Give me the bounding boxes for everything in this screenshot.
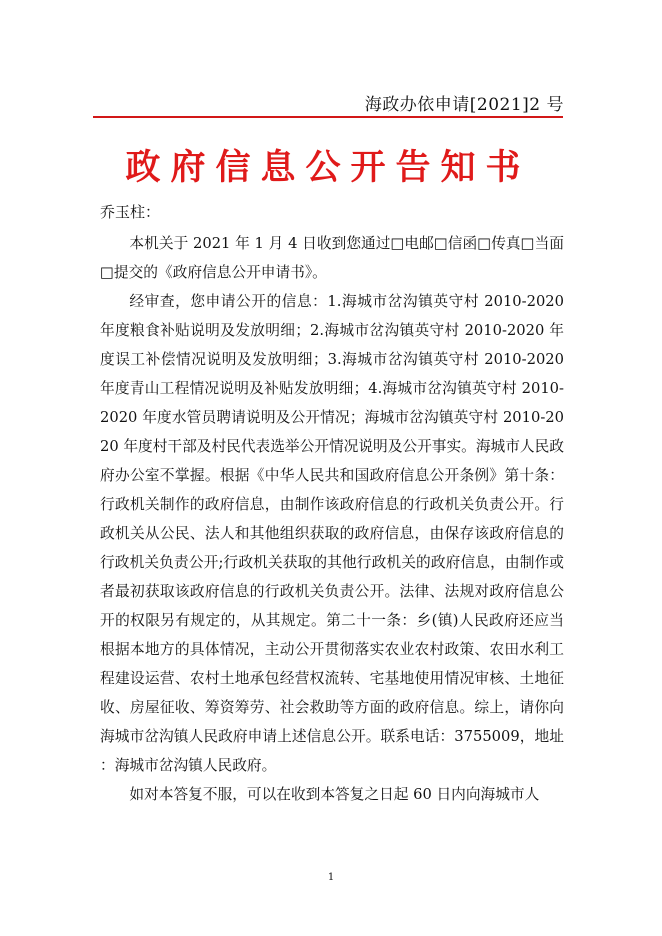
document-body (100, 229, 564, 809)
paragraph-receipt: 本机关于 2021 年 1 月 4 日收到您通过□电邮□信函□传真□当面□提交的《政府信息公开申请书》。 (100, 235, 564, 281)
addressee: 乔玉柱： (100, 203, 161, 221)
paragraph-appeal: 如对本答复不服，可以在收到本答复之日起 60 日内向海城市人 (129, 786, 540, 803)
red-header-rule (93, 116, 563, 118)
page-number: 1 (327, 872, 335, 883)
document-number: 海政办依申请[2021]2 号 (364, 95, 564, 115)
document-title: 政府信息公开告知书 (125, 148, 531, 188)
paragraph-review: 经审查，您申请公开的信息：1.海城市岔沟镇英守村 2010-2020 年度粮食补贴说明及发放明细；2.海城市岔沟镇英守村 2010-2020 年度误工补偿情况说明及发放明细；3.海城市岔沟镇英守村 2010-2020 年度青山工程情况说明及补贴发放明细；4.海城市岔沟镇英守村 2010-2020 年度水管员聘请说明及公开情况；海城市岔沟镇英守村 2010-2020 年度村干部及村民代表选举公开情况说明及公开事实。海城市人民政府办公室不掌握。根据《中华人民共和国政府信息公开条例》第十条：行政机关制作的政府信息，由制作该政府信息的行政机关负责公开。行政机关从公民、法人和其他组织获取的政府信息，由保存该政府信息的行政机关负责公开;行政机关获取的其他行政机关的政府信息，由制作或者最初获取该政府信息的行政机关负责公开。法律、法规对政府信息公开的权限另有规定的，从其规定。第二十一条：乡(镇)人民政府还应当根据本地方的具体情况，主动公开贯彻落实农业农村政策、农田水利工程建设运营、农村土地承包经营权流转、宅基地使用情况审核、土地征收、房屋征收、筹资筹劳、社会救助等方面的政府信息。综上，请你向海城市岔沟镇人民政府申请上述信息公开。联系电话：3755009，地址：海城市岔沟镇人民政府。 (100, 293, 564, 774)
